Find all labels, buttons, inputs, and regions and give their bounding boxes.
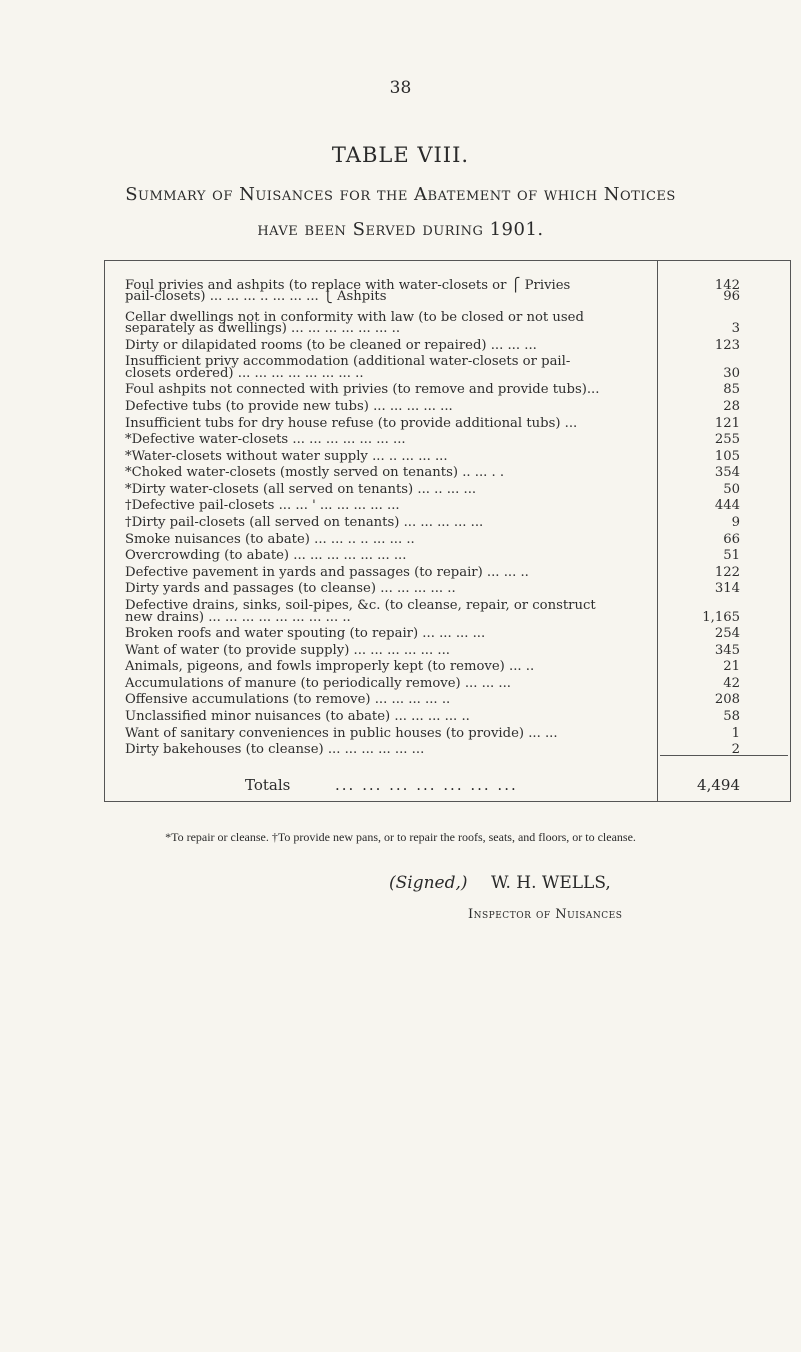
row-label: Animals, pigeons, and fowls improperly kept (to remove) ... ..: [125, 659, 535, 674]
row-label: †Dirty pail-closets (all served on tenants) ... ... ... ... ...: [125, 515, 484, 530]
totals-rule: [660, 755, 788, 756]
row-value: 121: [714, 416, 740, 431]
row-value: 122: [714, 565, 740, 580]
row-value: 58: [723, 709, 740, 724]
row-label: Dirty yards and passages (to cleanse) ... ... ... ... ..: [125, 581, 456, 596]
row-value: 142: [714, 278, 740, 293]
row-value: 9: [731, 515, 740, 530]
row-label: Unclassified minor nuisances (to abate) ... ... ... ... ..: [125, 709, 470, 724]
row-value: 30: [723, 366, 740, 381]
row-label: Overcrowding (to abate) ... ... ... ... ... ... ...: [125, 548, 407, 563]
row-value: 96: [723, 289, 740, 304]
row-label: *Water-closets without water supply ... .. ... ... ...: [125, 449, 448, 464]
row-label: Foul ashpits not connected with privies (to remove and provide tubs)...: [125, 382, 600, 397]
row-label: *Dirty water-closets (all served on tenants) ... .. ... ...: [125, 482, 477, 497]
row-value: 255: [714, 432, 740, 447]
row-value: 1: [731, 726, 740, 741]
row-label: *Choked water-closets (mostly served on tenants) .. ... . .: [125, 465, 505, 480]
row-label: Defective tubs (to provide new tubs) ... ... ... ... ...: [125, 399, 453, 414]
column-separator: [657, 261, 658, 801]
inspector-title: Inspector of Nuisances: [468, 907, 623, 922]
row-value: 2: [731, 742, 740, 757]
row-value: 345: [714, 643, 740, 658]
row-label: Dirty bakehouses (to cleanse) ... ... ... ... ... ...: [125, 742, 425, 757]
row-label: Dirty or dilapidated rooms (to be cleaned or repaired) ... ... ...: [125, 338, 537, 353]
row-label: Smoke nuisances (to abate) ... ... .. .. ... ... ..: [125, 532, 415, 547]
row-value: 42: [723, 676, 740, 691]
table-title-text: have been Served during: [257, 219, 490, 240]
row-value: 208: [714, 692, 740, 707]
page-number: 38: [389, 78, 412, 98]
row-value: 21: [723, 659, 740, 674]
row-label: Cellar dwellings not in conformity with law (to be closed or not used: [125, 310, 584, 325]
footnote: *To repair or cleanse. †To provide new pans, or to repair the roofs, seats, and floors, or to cleanse.: [165, 830, 636, 844]
row-value: 254: [714, 626, 740, 641]
row-label: new drains) ... ... ... ... ... ... ... ... ..: [125, 610, 351, 625]
signed-label: (Signed,): [389, 873, 468, 893]
totals-leader-dots: ... ... ... ... ... ... ...: [335, 776, 518, 794]
totals-label: Totals: [245, 776, 291, 794]
row-label: *Defective water-closets ... ... ... ... ... ... ...: [125, 432, 406, 447]
row-label: Want of sanitary conveniences in public houses (to provide) ... ...: [125, 726, 558, 741]
row-value: 66: [723, 532, 740, 547]
table-title-line-1: Summary of Nuisances for the Abatement of which Notices: [125, 184, 676, 205]
row-label: Foul privies and ashpits (to replace with water-closets or ⎧ Privies: [125, 278, 571, 293]
row-label: separately as dwellings) ... ... ... ... ... ... ..: [125, 321, 401, 336]
row-label: Defective drains, sinks, soil-pipes, &c. (to cleanse, repair, or construct: [125, 598, 596, 613]
table-heading: TABLE VIII.: [331, 143, 470, 167]
row-label: Insufficient privy accommodation (additional water-closets or pail-: [125, 354, 571, 369]
row-label: †Defective pail-closets ... ... ' ... ... ... ... ...: [125, 498, 400, 513]
row-value: 1,165: [702, 610, 740, 625]
row-value: 28: [723, 399, 740, 414]
row-label: pail-closets) ... ... ... .. ... ... ... ⎩ Ashpits: [125, 289, 387, 304]
row-label: Offensive accumulations (to remove) ... ... ... ... ..: [125, 692, 451, 707]
row-label: Accumulations of manure (to periodically remove) ... ... ...: [125, 676, 511, 691]
totals-value: 4,494: [697, 776, 740, 794]
row-value: 314: [714, 581, 740, 596]
row-label: Insufficient tubs for dry house refuse (to provide additional tubs) ...: [125, 416, 578, 431]
row-label: Want of water (to provide supply) ... ... ... ... ... ...: [125, 643, 450, 658]
row-label: Defective pavement in yards and passages (to repair) ... ... ..: [125, 565, 529, 580]
row-value: 444: [714, 498, 740, 513]
row-value: 50: [723, 482, 740, 497]
row-value: 51: [723, 548, 740, 563]
signature: [389, 873, 611, 893]
row-value: 354: [714, 465, 740, 480]
table-title-year: 1901.: [489, 219, 544, 240]
row-value: 105: [714, 449, 740, 464]
row-value: 123: [714, 338, 740, 353]
row-label: closets ordered) ... ... ... ... ... ... ... ..: [125, 366, 364, 381]
row-value: 3: [731, 321, 740, 336]
signatory-name: W. H. WELLS,: [490, 873, 611, 893]
table-title-line-2: [0, 219, 801, 240]
nuisances-table: [104, 260, 791, 802]
row-value: 85: [723, 382, 740, 397]
row-label: Broken roofs and water spouting (to repair) ... ... ... ...: [125, 626, 486, 641]
